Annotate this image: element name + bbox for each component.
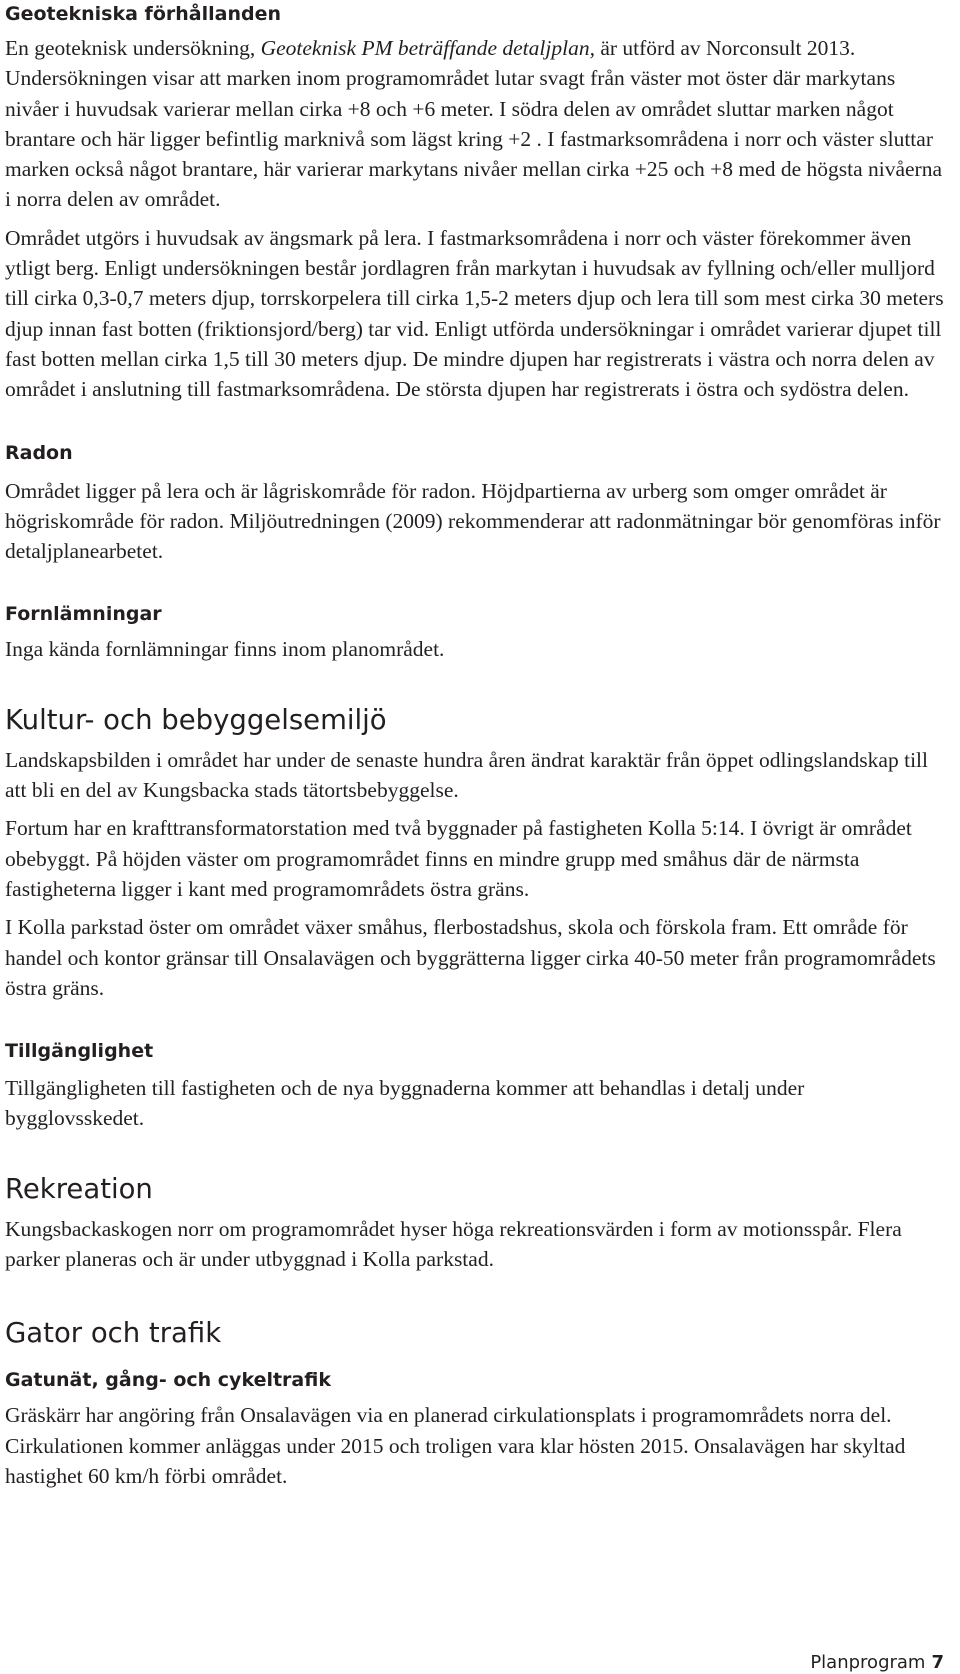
paragraph-geotekniska-1: En geoteknisk undersökning, Geoteknisk PM beträffande detaljplan, är utförd av Norconsult 2013. Undersökningen visar att marken inom programområdet lutar svagt från väster mot öster där markytans nivåer i huvudsak varierar mellan cirka +8 och +6 meter. I södra delen av området sluttar marken något brantare och här ligger befintlig marknivå som lägst kring +2 . I fastmarksområdena i norr och väster sluttar marken också något brantare, här varierar markytans nivåer mellan cirka +25 och +8 med de högsta nivåerna i norra delen av området. xyxy=(5,36,943,212)
paragraph-tillganglighet: Tillgängligheten till fastigheten och de nya byggnaderna kommer att behandlas i detalj under bygglovsskedet. xyxy=(5,1076,805,1131)
heading-tillganglighet: Tillgänglighet xyxy=(5,1040,154,1063)
heading-kultur: Kultur- och bebyggelsemiljö xyxy=(5,703,387,736)
paragraph-kultur-2: Fortum har en krafttransformatorstation med två byggnader på fastigheten Kolla 5:14. I övrigt är området obebyggt. På höjden väster om programområdet finns en mindre grupp med småhus där de närmsta fastigheterna ligger i kant med programområdets östra gräns. xyxy=(5,816,912,901)
heading-gatunat: Gatunät, gång- och cykeltrafik xyxy=(5,1369,331,1392)
heading-radon: Radon xyxy=(5,441,73,464)
heading-gator-och-trafik: Gator och trafik xyxy=(5,1317,222,1350)
heading-fornlamningar: Fornlämningar xyxy=(5,603,162,626)
paragraph-fornlamningar: Inga kända fornlämningar finns inom planområdet. xyxy=(5,637,445,662)
heading-geotekniska: Geotekniska förhållanden xyxy=(5,3,281,25)
page-footer xyxy=(810,1652,944,1674)
document-page xyxy=(5,0,945,1491)
paragraph-geotekniska-2: Området utgörs i huvudsak av ängsmark på lera. I fastmarksområdena i norr och väster förekommer även ytligt berg. Enligt undersökningen består jordlagren från markytan i huvudsak av fyllning och/eller mulljord till cirka 0,3-0,7 meters djup, torrskorpelera till cirka 1,5-2 meters djup och lera till som mest cirka 30 meters djup innan fast botten (friktionsjord/berg) tar vid. Enligt utförda undersökningar i området varierar djupet till fast botten mellan cirka 1,5 till 30 meters djup. De mindre djupen har registrerats i västra och norra delen av området i anslutning till fastmarksområdena. De största djupen har registrerats i östra och sydöstra delen. xyxy=(5,225,944,402)
heading-rekreation: Rekreation xyxy=(5,1172,153,1205)
page-number: 7 xyxy=(931,1652,944,1673)
paragraph-kultur-3: I Kolla parkstad öster om området växer småhus, flerbostadshus, skola och förskola fram. Ett område för handel och kontor gränsar till Onsalavägen och byggrätterna ligger cirka 40-50 meter från programområdets östra gräns. xyxy=(5,915,936,1000)
paragraph-radon: Området ligger på lera och är lågriskområde för radon. Höjdpartierna av urberg som omger området är högriskområde för radon. Miljöutredningen (2009) rekommenderar att radonmätningar bör genomföras inför detaljplanearbetet. xyxy=(5,478,941,564)
paragraph-rekreation: Kungsbackaskogen norr om programområdet hyser höga rekreationsvärden i form av motionsspår. Flera parker planeras och är under utbyggnad i Kolla parkstad. xyxy=(5,1216,902,1272)
paragraph-gatunat: Gräskärr har angöring från Onsalavägen via en planerad cirkulationsplats i programområdets norra del. Cirkulationen kommer anläggas under 2015 och troligen vara klar hösten 2015. Onsalavägen har skyltad hastighet 60 km/h förbi området. xyxy=(5,1403,906,1488)
footer-label: Planprogram xyxy=(810,1652,926,1673)
report-title: Geoteknisk PM beträffande detaljplan, xyxy=(260,36,595,60)
paragraph-kultur-1: Landskapsbilden i området har under de senaste hundra åren ändrat karaktär från öppet odlingslandskap till att bli en del av Kungsbacka stads tätortsbebyggelse. xyxy=(5,747,928,803)
